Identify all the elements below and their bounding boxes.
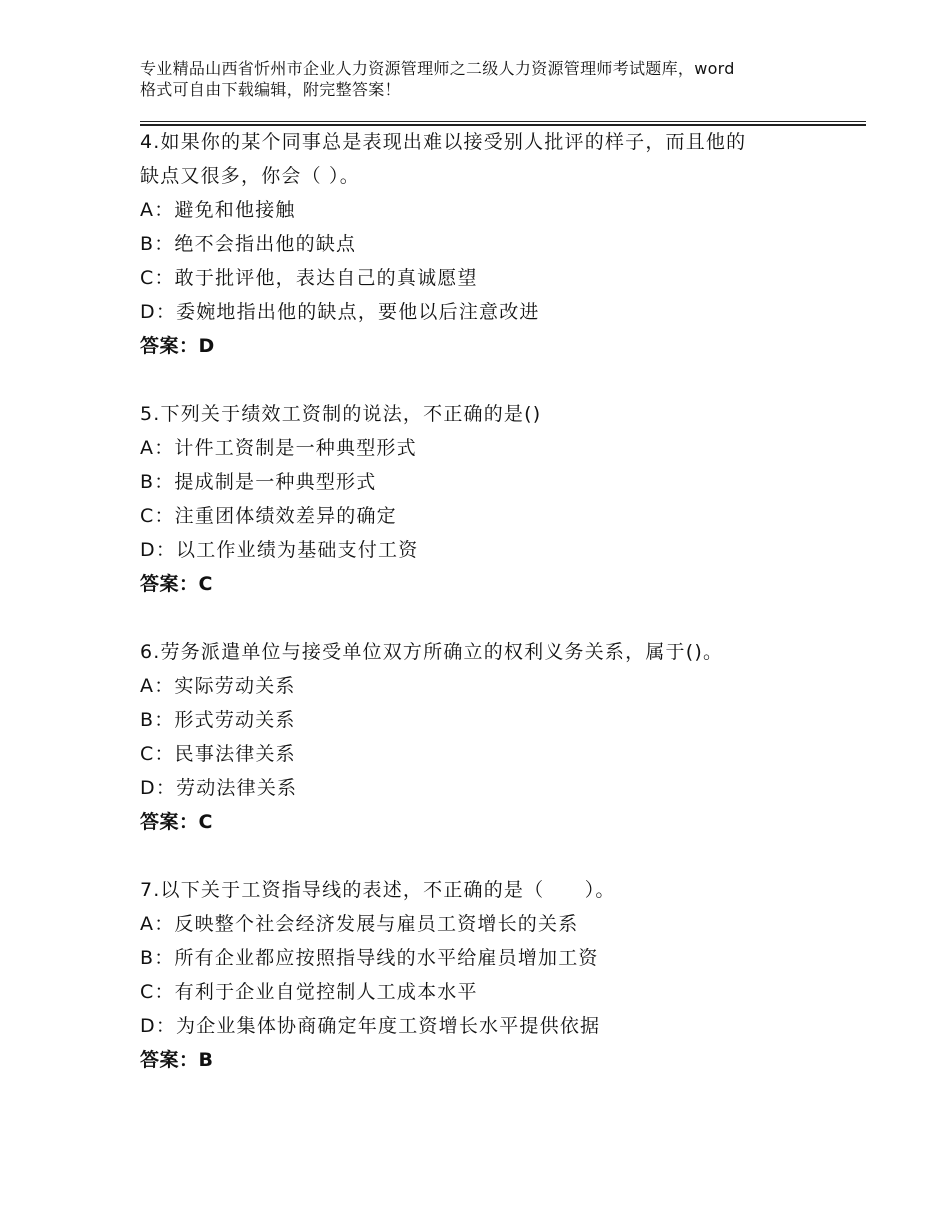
option-d: D：以工作业绩为基础支付工资	[140, 539, 419, 561]
option-b: B：所有企业都应按照指导线的水平给雇员增加工资	[140, 947, 599, 969]
option-b: B：形式劳动关系	[140, 709, 296, 731]
option-c: C：有利于企业自觉控制人工成本水平	[140, 981, 478, 1003]
option-a: A：计件工资制是一种典型形式	[140, 437, 417, 459]
question-6	[140, 635, 840, 839]
header-line-2: 格式可自由下载编辑，附完整答案！	[140, 80, 401, 99]
answer-label: 答案：D	[140, 335, 215, 357]
question-stem-continued: 缺点又很多，你会（ ）。	[140, 165, 360, 187]
question-stem: 4.如果你的某个同事总是表现出难以接受别人批评的样子，而且他的	[140, 131, 747, 153]
option-a: A：避免和他接触	[140, 199, 296, 221]
question-stem: 6.劳务派遣单位与接受单位双方所确立的权利义务关系，属于()。	[140, 641, 724, 663]
question-gap	[140, 839, 840, 873]
option-a: A：反映整个社会经济发展与雇员工资增长的关系	[140, 913, 579, 935]
document-header	[140, 58, 840, 100]
header-rule-thin	[140, 121, 866, 122]
option-d: D：为企业集体协商确定年度工资增长水平提供依据	[140, 1015, 601, 1037]
question-list	[140, 125, 840, 1077]
option-b: B：提成制是一种典型形式	[140, 471, 377, 493]
answer-label: 答案：B	[140, 1049, 214, 1071]
option-b: B：绝不会指出他的缺点	[140, 233, 357, 255]
answer-label: 答案：C	[140, 811, 213, 833]
answer-label: 答案：C	[140, 573, 213, 595]
option-c: C：注重团体绩效差异的确定	[140, 505, 397, 527]
header-line-1: 专业精品山西省忻州市企业人力资源管理师之二级人力资源管理师考试题库，word	[140, 59, 735, 78]
question-5	[140, 397, 840, 601]
question-7	[140, 873, 840, 1077]
option-a: A：实际劳动关系	[140, 675, 296, 697]
question-stem: 5.下列关于绩效工资制的说法，不正确的是()	[140, 403, 542, 425]
option-c: C：民事法律关系	[140, 743, 296, 765]
question-stem: 7.以下关于工资指导线的表述，不正确的是（ ）。	[140, 879, 616, 901]
option-c: C：敢于批评他，表达自己的真诚愿望	[140, 267, 478, 289]
question-gap	[140, 363, 840, 397]
question-4	[140, 125, 840, 363]
option-d: D：劳动法律关系	[140, 777, 298, 799]
question-gap	[140, 601, 840, 635]
option-d: D：委婉地指出他的缺点，要他以后注意改进	[140, 301, 540, 323]
